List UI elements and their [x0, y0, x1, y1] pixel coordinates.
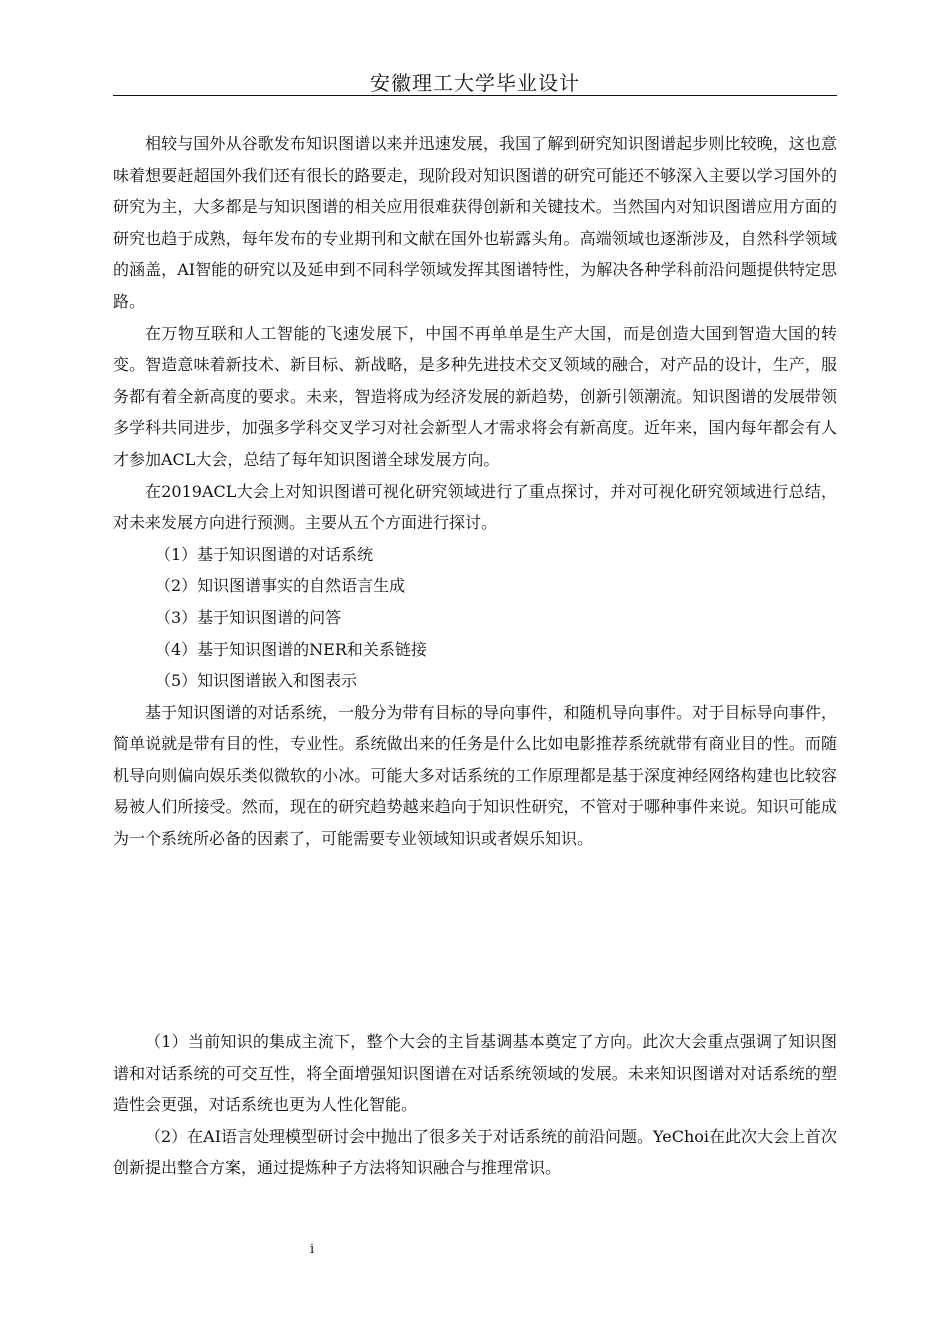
- page-header-title: 安徽理工大学毕业设计: [370, 71, 580, 95]
- paragraph-point-2: （2）在AI语言处理模型研讨会中抛出了很多关于对话系统的前沿问题。YeChoi在此次大会上首次创新提出整合方案，通过提炼种子方法将知识融合与推理常识。: [113, 1126, 837, 1178]
- lower-text-block: [113, 1026, 837, 1184]
- header-divider: [113, 95, 837, 96]
- paragraph-acl-2019: 在2019ACL大会上对知识图谱可视化研究领域进行了重点探讨，并对可视化研究领域进行总结，对未来发展方向进行预测。主要从五个方面进行探讨。: [113, 481, 837, 533]
- paragraph-dialogue-systems: 基于知识图谱的对话系统，一般分为带有目标的导向事件，和随机导向事件。对于目标导向事件，简单说就是带有目的性，专业性。系统做出来的任务是什么比如电影推荐系统就带有商业目的性。而随机导向则偏向娱乐类似微软的小冰。可能大多对话系统的工作原理都是基于深度神经网络构建也比较容易被人们所接受。然而，现在的研究趋势越来趋向于知识性研究，不管对于哪种事件来说。知识可能成为一个系统所必备的因素了，可能需要专业领域知识或者娱乐知识。: [113, 702, 837, 849]
- list-item-5: （5）知识图谱嵌入和图表示: [155, 671, 358, 691]
- paragraph-point-1: （1）当前知识的集成主流下，整个大会的主旨基调基本奠定了方向。此次大会重点强调了知识图谱和对话系统的可交互性，将全面增强知识图谱在对话系统领域的发展。未来知识图谱对对话系统的塑造性会更强，对话系统也更为人性化智能。: [113, 1032, 837, 1115]
- page-number: i: [310, 1242, 315, 1257]
- list-item-2: （2）知识图谱事实的自然语言生成: [155, 576, 406, 596]
- list-item-3: （3）基于知识图谱的问答: [155, 607, 342, 627]
- list-item-1: （1）基于知识图谱的对话系统: [155, 544, 374, 564]
- upper-text-block: [113, 128, 837, 855]
- paragraph-intro: 相较与国外从谷歌发布知识图谱以来并迅速发展，我国了解到研究知识图谱起步则比较晚，这也意味着想要赶超国外我们还有很长的路要走，现阶段对知识图谱的研究可能还不够深入主要以学习国外的研究为主，大多都是与知识图谱的相关应用很难获得创新和关键技术。当然国内对知识图谱应用方面的研究也趋于成熟，每年发布的专业期刊和文献在国外也崭露头角。高端领域也逐渐涉及，自然科学领域的涵盖，AI智能的研究以及延申到不同科学领域发挥其图谱特性，为解决各种学科前沿问题提供特定思路。: [113, 134, 837, 311]
- list-item-4: （4）基于知识图谱的NER和关系链接: [155, 639, 427, 659]
- paragraph-smart-manufacturing: 在万物互联和人工智能的飞速发展下，中国不再单单是生产大国，而是创造大国到智造大国的转变。智造意味着新技术、新目标、新战略，是多种先进技术交叉领域的融合，对产品的设计，生产，服务都有着全新高度的要求。未来，智造将成为经济发展的新趋势，创新引领潮流。知识图谱的发展带领多学科共同进步，加强多学科交叉学习对社会新型人才需求将会有新高度。近年来，国内每年都会有人才参加ACL大会，总结了每年知识图谱全球发展方向。: [113, 323, 837, 469]
